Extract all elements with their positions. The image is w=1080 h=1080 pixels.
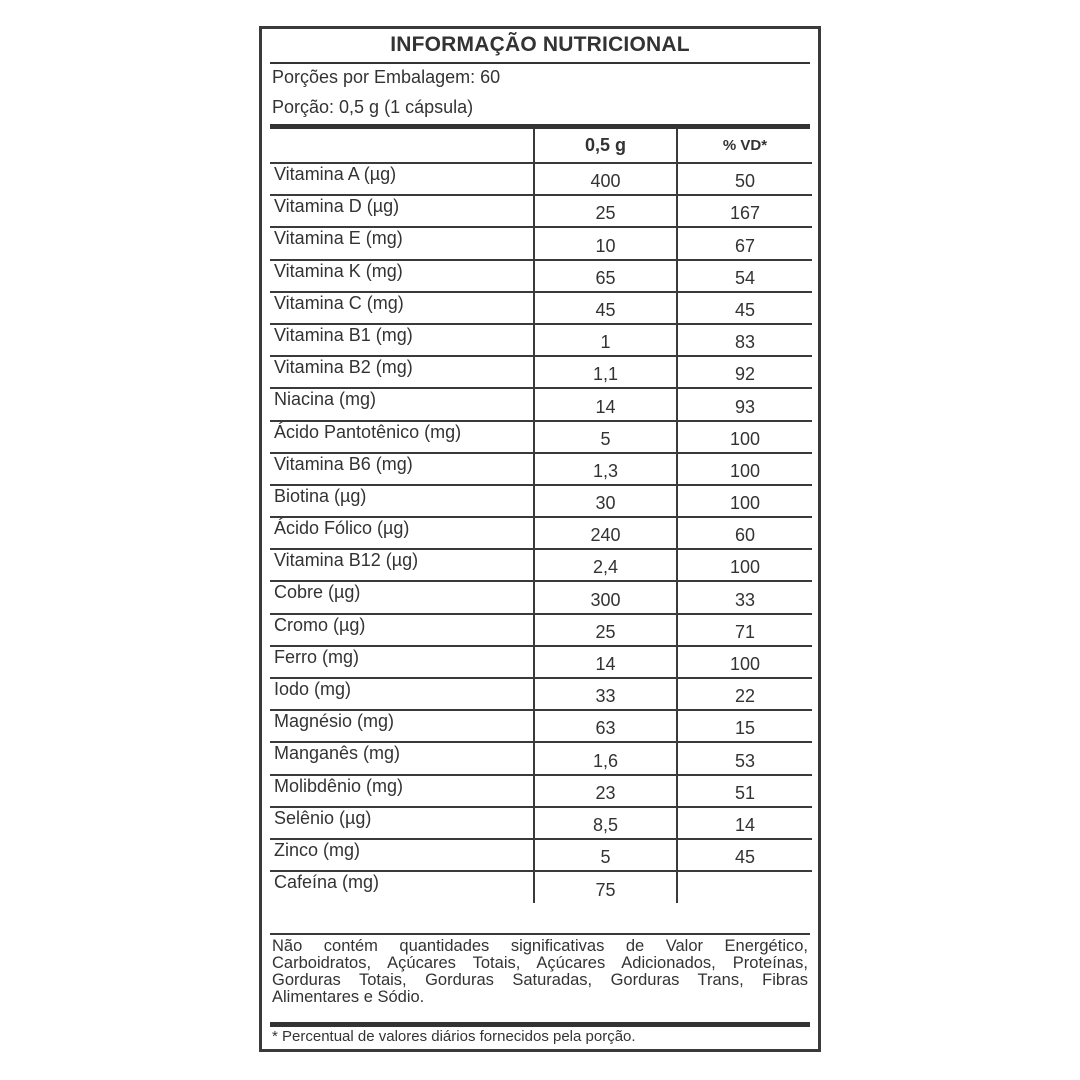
table-row <box>270 163 812 195</box>
table-row <box>270 710 812 742</box>
nutrient-name-cell: Molibdênio (mg) <box>270 775 534 807</box>
nutrient-amount-cell: 240 <box>534 517 677 549</box>
nutrient-dv-cell: 100 <box>677 421 812 453</box>
nutrient-dv-cell: 93 <box>677 388 812 420</box>
table-row <box>270 807 812 839</box>
table-row <box>270 195 812 227</box>
nutrient-amount-cell: 63 <box>534 710 677 742</box>
nutrient-amount-cell: 33 <box>534 678 677 710</box>
nutrient-amount-cell: 1,1 <box>534 356 677 388</box>
nutrient-dv-cell: 100 <box>677 646 812 678</box>
table-row <box>270 742 812 774</box>
nutrient-amount-cell: 45 <box>534 292 677 324</box>
nutrient-dv-cell: 100 <box>677 453 812 485</box>
nutrient-dv-cell <box>677 871 812 903</box>
nutrient-amount-cell: 23 <box>534 775 677 807</box>
table-row <box>270 485 812 517</box>
nutrient-amount-cell: 14 <box>534 646 677 678</box>
nutrient-name-cell: Biotina (µg) <box>270 485 534 517</box>
nutrient-name-cell: Cromo (µg) <box>270 614 534 646</box>
nutrient-amount-cell: 5 <box>534 839 677 871</box>
nutrient-dv-cell: 167 <box>677 195 812 227</box>
table-row <box>270 292 812 324</box>
not-significant-note: Não contém quantidades significativas de Valor Energético, Carboidratos, Açúcares Totais, Açúcares Adicionados, Proteínas, Gorduras Totais, Gorduras Saturadas, Gorduras Trans, Fibras Alimentares e Sódio. <box>272 937 808 1006</box>
table-header-row <box>270 129 812 163</box>
nutrient-amount-cell: 2,4 <box>534 549 677 581</box>
nutrient-name-cell: Selênio (µg) <box>270 807 534 839</box>
nutrient-name-cell: Vitamina E (mg) <box>270 227 534 259</box>
servings-per-package: Porções por Embalagem: 60 <box>272 67 501 87</box>
nutrient-amount-cell: 400 <box>534 163 677 195</box>
nutrient-name-cell: Cafeína (mg) <box>270 871 534 903</box>
nutrient-amount-cell: 14 <box>534 388 677 420</box>
nutrient-dv-cell: 100 <box>677 549 812 581</box>
nutrient-amount-cell: 1,3 <box>534 453 677 485</box>
table-row <box>270 614 812 646</box>
nutrient-amount-cell: 65 <box>534 260 677 292</box>
table-row <box>270 356 812 388</box>
nutrient-amount-cell: 300 <box>534 581 677 613</box>
nutrient-dv-cell: 15 <box>677 710 812 742</box>
nutrient-name-cell: Zinco (mg) <box>270 839 534 871</box>
nutrient-table <box>270 129 812 903</box>
label-body <box>270 29 810 1049</box>
table-row <box>270 227 812 259</box>
nutrient-name-cell: Niacina (mg) <box>270 388 534 420</box>
nutrient-dv-cell: 92 <box>677 356 812 388</box>
nutrient-amount-cell: 25 <box>534 614 677 646</box>
nutrient-dv-cell: 60 <box>677 517 812 549</box>
header-dv-cell: % VD* <box>677 129 812 163</box>
nutrient-amount-cell: 1,6 <box>534 742 677 774</box>
nutrient-dv-cell: 33 <box>677 581 812 613</box>
nutrient-name-cell: Vitamina B6 (mg) <box>270 453 534 485</box>
nutrient-name-cell: Cobre (µg) <box>270 581 534 613</box>
nutrient-name-cell: Vitamina C (mg) <box>270 292 534 324</box>
nutrient-name-cell: Ácido Pantotênico (mg) <box>270 421 534 453</box>
portion-size: Porção: 0,5 g (1 cápsula) <box>272 97 474 117</box>
nutrient-dv-cell: 50 <box>677 163 812 195</box>
table-row <box>270 453 812 485</box>
nutrient-amount-cell: 30 <box>534 485 677 517</box>
nutrient-amount-cell: 1 <box>534 324 677 356</box>
table-row <box>270 517 812 549</box>
nutrient-amount-cell: 5 <box>534 421 677 453</box>
nutrient-name-cell: Vitamina B12 (µg) <box>270 549 534 581</box>
nutrition-facts-label <box>259 26 821 1052</box>
daily-value-footnote: * Percentual de valores diários fornecidos pela porção. <box>272 1028 636 1045</box>
nutrient-amount-cell: 25 <box>534 195 677 227</box>
nutrient-dv-cell: 67 <box>677 227 812 259</box>
nutrient-dv-cell: 100 <box>677 485 812 517</box>
nutrient-dv-cell: 45 <box>677 839 812 871</box>
nutrient-name-cell: Vitamina B1 (mg) <box>270 324 534 356</box>
nutrient-dv-cell: 54 <box>677 260 812 292</box>
nutrient-name-cell: Vitamina B2 (mg) <box>270 356 534 388</box>
table-row <box>270 260 812 292</box>
header-amount-cell: 0,5 g <box>534 129 677 163</box>
table-row <box>270 324 812 356</box>
title-divider <box>270 62 810 64</box>
nutrient-amount-cell: 8,5 <box>534 807 677 839</box>
nutrient-name-cell: Ferro (mg) <box>270 646 534 678</box>
nutrient-name-cell: Ácido Fólico (µg) <box>270 517 534 549</box>
table-row <box>270 871 812 903</box>
nutrient-dv-cell: 71 <box>677 614 812 646</box>
table-row <box>270 581 812 613</box>
table-row <box>270 678 812 710</box>
nutrient-dv-cell: 53 <box>677 742 812 774</box>
footnote-thick-divider <box>270 1022 810 1027</box>
nutrient-amount-cell: 75 <box>534 871 677 903</box>
nutrient-name-cell: Vitamina A (µg) <box>270 163 534 195</box>
nutrient-amount-cell: 10 <box>534 227 677 259</box>
label-title: INFORMAÇÃO NUTRICIONAL <box>390 33 690 56</box>
nutrient-name-cell: Manganês (mg) <box>270 742 534 774</box>
table-row <box>270 549 812 581</box>
table-row <box>270 421 812 453</box>
nutrient-dv-cell: 51 <box>677 775 812 807</box>
nutrient-dv-cell: 83 <box>677 324 812 356</box>
nutrient-dv-cell: 22 <box>677 678 812 710</box>
note-divider <box>270 933 810 935</box>
nutrient-name-cell: Magnésio (mg) <box>270 710 534 742</box>
nutrient-name-cell: Vitamina D (µg) <box>270 195 534 227</box>
table-row <box>270 646 812 678</box>
nutrient-dv-cell: 45 <box>677 292 812 324</box>
nutrient-name-cell: Iodo (mg) <box>270 678 534 710</box>
table-row <box>270 388 812 420</box>
header-nutrient-cell <box>270 129 534 163</box>
table-row <box>270 775 812 807</box>
nutrient-name-cell: Vitamina K (mg) <box>270 260 534 292</box>
nutrient-dv-cell: 14 <box>677 807 812 839</box>
table-row <box>270 839 812 871</box>
